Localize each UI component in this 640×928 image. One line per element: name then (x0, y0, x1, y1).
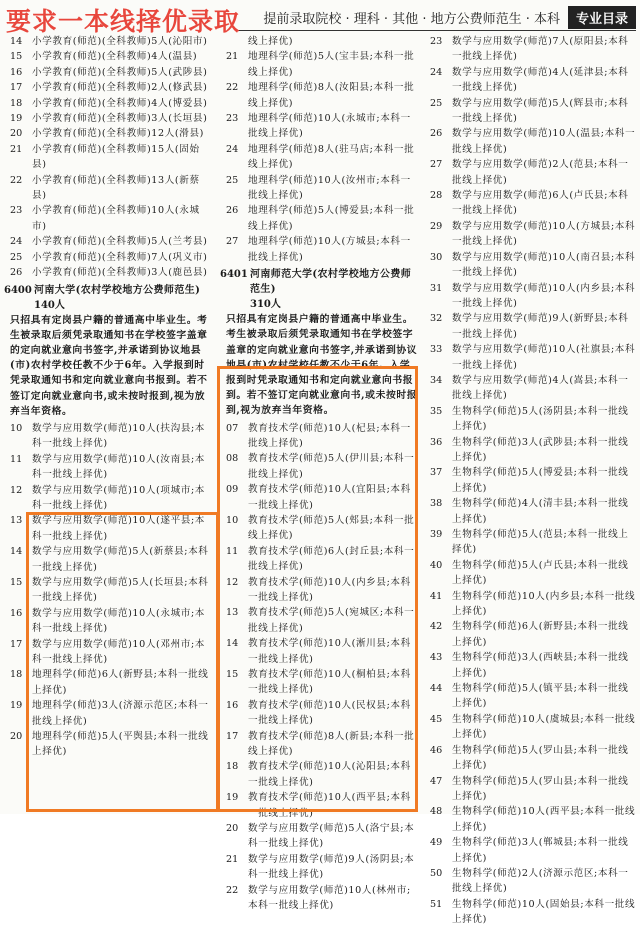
entry-text: 生物科学(师范)5人(镇平县;本科一批线上择优) (452, 683, 629, 710)
entry-code: 39 (430, 529, 443, 540)
list-item (424, 157, 636, 188)
list-item (220, 173, 420, 204)
entry-text: 生物科学(师范)2人(济源示范区;本科一批线上择优) (452, 867, 629, 895)
entry-code: 11 (10, 453, 23, 465)
overlay-title: 要求一本线择优录取 (6, 7, 241, 36)
entry-code: 17 (10, 82, 23, 94)
entry-code: 33 (430, 344, 443, 356)
list-item (424, 589, 636, 620)
entry-text: 地理科学(师范)6人(新野县;本科一批线上择优) (32, 669, 209, 696)
list-item (424, 897, 636, 928)
list-item (424, 404, 636, 435)
entry-text: 数学与应用数学(师范)5人(洛宁县;本科一批线上择优) (248, 823, 415, 850)
list-item (4, 96, 214, 111)
list-item (4, 265, 214, 280)
header-breadcrumb: 提前录取院校 · 理科 · 其他 · 地方公费师范生 · 本科 (263, 11, 560, 27)
entry-code: 45 (430, 713, 443, 725)
entry-text: 数学与应用数学(师范)10人(内乡县;本科一批线上择优) (452, 282, 636, 309)
university-code: 6400 (4, 284, 32, 296)
entry-text: 线上择优) (248, 36, 294, 47)
entry-text: 小学教育(师范)(全科教师)5人(兰考县) (32, 236, 208, 248)
list-item (220, 34, 420, 49)
entry-code: 37 (430, 467, 443, 479)
entry-text: 生物科学(师范)5人(卢氏县;本科一批线上择优) (452, 559, 629, 587)
entry-code: 13 (226, 607, 239, 619)
entry-text: 教育技术学(师范)10人(沁阳县;本科一批线上择优) (248, 761, 411, 788)
list-item (424, 558, 636, 589)
entry-text: 教育技术学(师范)10人(内乡县;本科一批线上择优) (248, 576, 411, 603)
entry-code: 18 (10, 97, 23, 109)
list-item (424, 311, 636, 342)
entry-code: 11 (226, 545, 239, 557)
list-item (424, 866, 636, 897)
entry-code: 16 (10, 66, 23, 78)
entry-text: 生物科学(师范)5人(汤阴县;本科一批线上择优) (452, 405, 629, 433)
entry-code: 34 (430, 374, 443, 386)
university-note: 只招具有定岗县户籍的普通高中毕业生。考生被录取后须凭录取通知书在学校签字盖章的定向就业意向书签字,并承诺到协议地县(市)农村学校任教不少于6年。入学报到时凭录取通知书和定向就业意向书报到。若不签订定向就业意向书,或未按时报到,视为放弃当年资格。 (10, 314, 208, 417)
entry-text: 生物科学(师范)3人(武陟县;本科一批线上择优) (452, 436, 629, 463)
entry-code: 08 (226, 453, 239, 465)
entry-text: 小学教育(师范)(全科教师)15人(固始县) (32, 143, 200, 171)
entry-text: 数学与应用数学(师范)9人(汤阴县;本科一批线上择优) (248, 853, 415, 881)
list-item (4, 483, 214, 514)
entry-code: 12 (10, 484, 23, 496)
list-item (4, 250, 214, 265)
entry-code: 19 (10, 113, 23, 125)
list-item (4, 203, 214, 234)
entry-list (220, 34, 420, 265)
entry-text: 小学教育(师范)(全科教师)12人(滑县) (32, 128, 204, 140)
entry-text: 教育技术学(师范)10人(杞县;本科一批线上择优) (248, 422, 411, 449)
university-block (4, 283, 214, 419)
entry-code: 24 (226, 143, 239, 155)
list-item (4, 111, 214, 126)
list-item (424, 774, 636, 805)
entry-text: 生物科学(师范)5人(罗山县;本科一批线上择优) (452, 744, 629, 772)
entry-code: 25 (10, 251, 23, 263)
entry-text: 生物科学(师范)5人(范县;本科一批线上择优) (452, 529, 629, 556)
entry-text: 数学与应用数学(师范)10人(永城市;本科一批线上择优) (32, 607, 205, 635)
entry-code: 23 (226, 113, 239, 125)
entry-code: 41 (430, 590, 443, 602)
entry-code: 16 (226, 699, 239, 711)
entry-code: 40 (430, 559, 443, 571)
entry-text: 生物科学(师范)10人(固始县;本科一批线上择优) (452, 898, 636, 926)
entry-code: 24 (10, 236, 23, 248)
list-item (424, 835, 636, 866)
list-item (424, 712, 636, 743)
list-item (4, 65, 214, 80)
entry-text: 生物科学(师范)10人(内乡县;本科一批线上择优) (452, 590, 636, 618)
header-divider (236, 30, 636, 31)
entry-text: 数学与应用数学(师范)9人(新野县;本科一批线上择优) (452, 313, 629, 340)
entry-text: 小学教育(师范)(全科教师)5人(沁阳市) (32, 36, 208, 47)
entry-text: 地理科学(师范)10人(方城县;本科一批线上择优) (248, 236, 411, 263)
entry-code: 50 (430, 867, 443, 879)
entry-text: 数学与应用数学(师范)4人(延津县;本科一批线上择优) (452, 66, 629, 94)
entry-code: 27 (226, 236, 239, 248)
highlight-box-middle (217, 366, 418, 812)
list-item (424, 527, 636, 558)
entry-code: 16 (10, 607, 23, 619)
entry-text: 数学与应用数学(师范)10人(社旗县;本科一批线上择优) (452, 344, 636, 371)
entry-code: 15 (226, 669, 239, 681)
entry-code: 22 (226, 884, 239, 896)
entry-code: 18 (226, 761, 239, 773)
entry-text: 教育技术学(师范)5人(伊川县;本科一批线上择优) (248, 453, 415, 480)
entry-code: 48 (430, 806, 443, 818)
list-item (424, 465, 636, 496)
entry-text: 教育技术学(师范)8人(新县;本科一批线上择优) (248, 730, 415, 758)
entry-code: 09 (226, 484, 239, 496)
entry-text: 小学教育(师范)(全科教师)3人(鹿邑县) (32, 267, 208, 279)
entry-text: 生物科学(师范)6人(新野县;本科一批线上择优) (452, 621, 629, 648)
list-item (4, 234, 214, 249)
university-note: 只招具有定岗县户籍的普通高中毕业生。考生被录取后须凭录取通知书在学校签字盖章的定向就业意向书签字,并承诺到协议地县(市)农村学校任教不少于6年。入学报到时凭录取通知书和定向就业意向书报到。若不签订定向就业意向书,或未按时报到,视为放弃当年资格。 (226, 314, 418, 417)
entry-text: 数学与应用数学(师范)10人(方城县;本科一批线上择优) (452, 220, 636, 248)
entry-text: 生物科学(师范)10人(虞城县;本科一批线上择优) (452, 713, 636, 741)
entry-list (424, 34, 636, 928)
entry-code: 35 (430, 405, 443, 417)
entry-code: 51 (430, 898, 443, 910)
list-item (424, 435, 636, 466)
list-item (220, 111, 420, 142)
entry-text: 小学教育(师范)(全科教师)7人(巩义市) (32, 251, 208, 263)
entry-text: 数学与应用数学(师范)10人(温县;本科一批线上择优) (452, 128, 636, 155)
entry-text: 生物科学(师范)3人(郸城县;本科一批线上择优) (452, 837, 629, 864)
entry-text: 地理科学(师范)8人(驻马店;本科一批线上择优) (248, 143, 415, 171)
entry-text: 小学教育(师范)(全科教师)2人(修武县) (32, 82, 208, 94)
entry-text: 数学与应用数学(师范)7人(原阳县;本科一批线上择优) (452, 36, 629, 63)
entry-code: 26 (430, 128, 443, 140)
header-badge: 专业目录 (568, 6, 636, 29)
list-item (4, 126, 214, 141)
entry-code: 10 (10, 422, 23, 434)
entry-text: 数学与应用数学(师范)5人(辉县市;本科一批线上择优) (452, 97, 629, 125)
entry-text: 生物科学(师范)5人(罗山县;本科一批线上择优) (452, 775, 629, 802)
list-item (4, 142, 214, 173)
list-item (424, 743, 636, 774)
entry-code: 20 (226, 823, 239, 835)
list-item (424, 496, 636, 527)
entry-code: 21 (226, 853, 239, 865)
entry-text: 数学与应用数学(师范)10人(邓州市;本科一批线上择优) (32, 638, 205, 666)
list-item (4, 452, 214, 483)
university-name: 河南师范大学(农村学校地方公费师范生) (250, 269, 412, 296)
page-header (236, 6, 636, 28)
entry-text: 数学与应用数学(师范)5人(长垣县;本科一批线上择优) (32, 576, 209, 604)
entry-text: 教育技术学(师范)5人(宛城区;本科一批线上择优) (248, 607, 415, 634)
entry-text: 小学教育(师范)(全科教师)5人(武陟县) (32, 66, 208, 78)
list-item (424, 219, 636, 250)
entry-text: 数学与应用数学(师范)10人(南召县;本科一批线上择优) (452, 251, 636, 279)
entry-text: 地理科学(师范)8人(汝阳县;本科一批线上择优) (248, 82, 415, 109)
entry-code: 31 (430, 282, 443, 294)
entry-code: 46 (430, 744, 443, 756)
list-item (424, 126, 636, 157)
entry-code: 27 (430, 159, 443, 171)
entry-code: 07 (226, 422, 239, 434)
entry-text: 数学与应用数学(师范)10人(汝南县;本科一批线上择优) (32, 453, 205, 481)
entry-code: 49 (430, 837, 443, 849)
entry-code: 17 (226, 730, 239, 742)
university-count: 310人 (250, 299, 281, 311)
list-item (424, 96, 636, 127)
entry-text: 教育技术学(师范)10人(宜阳县;本科一批线上择优) (248, 484, 411, 511)
entry-code: 38 (430, 498, 443, 510)
list-item (220, 203, 420, 234)
list-item (424, 250, 636, 281)
list-item (424, 281, 636, 312)
entry-text: 小学教育(师范)(全科教师)13人(新蔡县) (32, 174, 200, 202)
list-item (220, 49, 420, 80)
list-item (424, 188, 636, 219)
list-item (4, 49, 214, 64)
entry-code: 15 (10, 51, 23, 63)
entry-code: 14 (226, 638, 239, 650)
entry-code: 17 (10, 638, 23, 650)
university-count: 140人 (34, 299, 65, 311)
entry-code: 22 (10, 174, 23, 186)
list-item (424, 373, 636, 404)
entry-text: 数学与应用数学(师范)10人(项城市;本科一批线上择优) (32, 484, 205, 511)
entry-code: 23 (430, 36, 443, 47)
entry-code: 22 (226, 82, 239, 94)
entry-code: 30 (430, 251, 443, 263)
list-item (424, 619, 636, 650)
entry-text: 数学与应用数学(师范)5人(新蔡县;本科一批线上择优) (32, 546, 209, 573)
entry-code: 25 (226, 174, 239, 186)
entry-text: 教育技术学(师范)6人(封丘县;本科一批线上择优) (248, 545, 415, 573)
entry-code: 21 (226, 51, 239, 63)
entry-text: 数学与应用数学(师范)10人(扶沟县;本科一批线上择优) (32, 422, 205, 450)
university-name: 河南大学(农村学校地方公费师范生) (34, 284, 201, 296)
entry-text: 数学与应用数学(师范)10人(林州市;本科一批线上择优) (248, 884, 411, 912)
list-item (220, 234, 420, 265)
entry-code: 10 (226, 514, 239, 526)
column-right (424, 34, 636, 928)
entry-code: 26 (10, 267, 23, 279)
entry-code: 29 (430, 220, 443, 232)
entry-text: 生物科学(师范)5人(博爱县;本科一批线上择优) (452, 467, 629, 494)
entry-text: 数学与应用数学(师范)6人(卢氏县;本科一批线上择优) (452, 190, 629, 217)
entry-text: 小学教育(师范)(全科教师)3人(长垣县) (32, 113, 208, 125)
list-item (424, 804, 636, 835)
university-code: 6401 (220, 269, 248, 281)
entry-text: 教育技术学(师范)10人(桐柏县;本科一批线上择优) (248, 669, 411, 696)
highlight-box-left (26, 512, 219, 812)
entry-text: 小学教育(师范)(全科教师)4人(温县) (32, 51, 198, 63)
list-item (424, 65, 636, 96)
entry-code: 44 (430, 683, 443, 695)
list-item (424, 650, 636, 681)
list-item (424, 34, 636, 65)
entry-code: 21 (10, 143, 23, 155)
list-item (220, 852, 420, 883)
entry-code: 24 (430, 66, 443, 78)
list-item (220, 142, 420, 173)
list-item (4, 80, 214, 95)
entry-code: 19 (226, 792, 239, 804)
entry-code: 43 (430, 652, 443, 664)
entry-code: 32 (430, 313, 443, 325)
entry-code: 25 (430, 97, 443, 109)
entry-text: 地理科学(师范)5人(宝丰县;本科一批线上择优) (248, 51, 415, 78)
entry-code: 13 (10, 515, 23, 527)
entry-text: 生物科学(师范)10人(西平县;本科一批线上择优) (452, 806, 636, 833)
entry-text: 地理科学(师范)10人(永城市;本科一批线上择优) (248, 113, 411, 140)
entry-text: 生物科学(师范)4人(清丰县;本科一批线上择优) (452, 498, 629, 525)
entry-text: 地理科学(师范)5人(博爱县;本科一批线上择优) (248, 205, 415, 232)
entry-text: 教育技术学(师范)10人(民权县;本科一批线上择优) (248, 699, 411, 727)
entry-text: 数学与应用数学(师范)2人(范县;本科一批线上择优) (452, 159, 629, 186)
list-item (220, 80, 420, 111)
entry-text: 小学教育(师范)(全科教师)4人(博爱县) (32, 97, 208, 109)
entry-code: 28 (430, 190, 443, 202)
entry-code: 18 (10, 669, 23, 681)
list-item (4, 173, 214, 204)
entry-code: 14 (10, 546, 23, 558)
entry-text: 数学与应用数学(师范)4人(嵩县;本科一批线上择优) (452, 374, 629, 402)
entry-code: 12 (226, 576, 239, 588)
list-item (424, 342, 636, 373)
list-item (4, 421, 214, 452)
entry-code: 19 (10, 700, 23, 712)
entry-code: 26 (226, 205, 239, 217)
entry-code: 20 (10, 128, 23, 140)
list-item (424, 681, 636, 712)
list-item (220, 883, 420, 914)
entry-text: 数学与应用数学(师范)10人(遂平县;本科一批线上择优) (32, 515, 205, 542)
entry-text: 地理科学(师范)10人(汝州市;本科一批线上择优) (248, 174, 411, 202)
entry-text: 教育技术学(师范)10人(西平县;本科一批线上择优) (248, 792, 411, 819)
entry-code: 42 (430, 621, 443, 633)
entry-text: 生物科学(师范)3人(西峡县;本科一批线上择优) (452, 652, 629, 679)
entry-list (4, 34, 214, 281)
entry-code: 36 (430, 436, 443, 448)
entry-text: 教育技术学(师范)10人(淅川县;本科一批线上择优) (248, 638, 411, 665)
entry-text: 小学教育(师范)(全科教师)10人(永城市) (32, 205, 200, 232)
entry-text: 地理科学(师范)3人(济源示范区;本科一批线上择优) (32, 700, 209, 727)
list-item (220, 821, 420, 852)
entry-text: 教育技术学(师范)5人(郏县;本科一批线上择优) (248, 514, 415, 542)
entry-code: 20 (10, 731, 23, 743)
entry-code: 47 (430, 775, 443, 787)
entry-code: 14 (10, 36, 23, 47)
entry-code: 23 (10, 205, 23, 217)
entry-code: 15 (10, 576, 23, 588)
entry-text: 地理科学(师范)5人(平舆县;本科一批线上择优) (32, 731, 209, 758)
